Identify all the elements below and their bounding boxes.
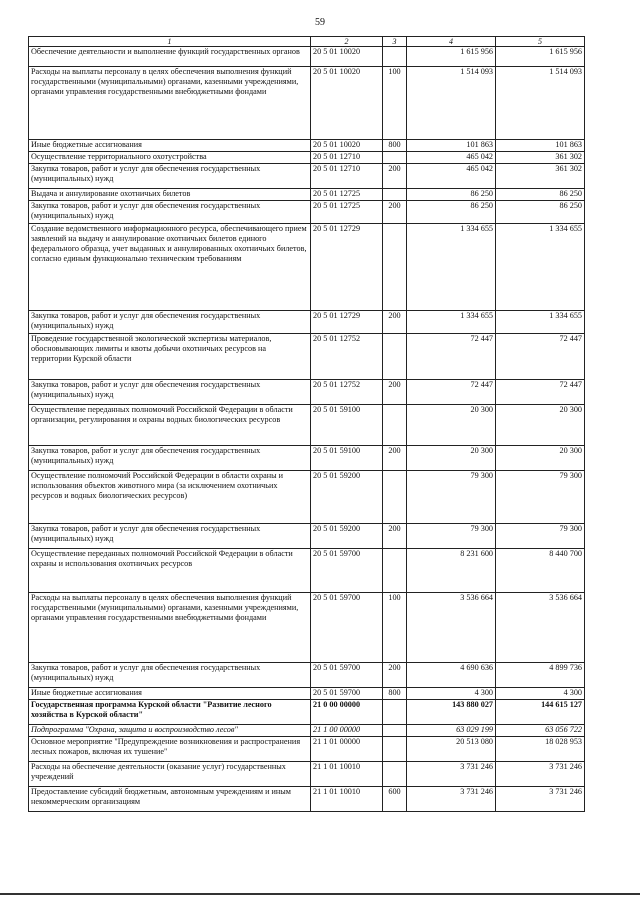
row-code-cell: 21 1 00 00000 <box>311 725 383 737</box>
row-expense-type-cell: 200 <box>383 663 407 688</box>
row-code-cell: 20 5 01 12725 <box>311 201 383 224</box>
table-body <box>29 47 585 812</box>
row-amount-1-cell: 63 029 199 <box>407 725 496 737</box>
row-amount-1-cell: 20 300 <box>407 446 496 471</box>
row-name-cell: Обеспечение деятельности и выполнение функций государственных органов <box>29 47 311 67</box>
row-code-cell: 20 5 01 12752 <box>311 380 383 405</box>
row-expense-type-cell <box>383 549 407 593</box>
table-row <box>29 47 585 67</box>
column-header-amount-2: 5 <box>496 37 585 47</box>
table-row <box>29 405 585 446</box>
row-expense-type-cell: 200 <box>383 524 407 549</box>
row-amount-1-cell: 465 042 <box>407 152 496 164</box>
row-name-cell: Расходы на выплаты персоналу в целях обеспечения выполнения функций государственными (муниципальными) органами, казенными учреждениями, органами управления государственными внебюджетными фондами <box>29 67 311 140</box>
row-name-cell: Закупка товаров, работ и услуг для обеспечения государственных (муниципальных) нужд <box>29 164 311 189</box>
row-name-cell: Закупка товаров, работ и услуг для обеспечения государственных (муниципальных) нужд <box>29 311 311 334</box>
row-name-cell: Осуществление переданных полномочий Российской Федерации в области организации, регулирования и охраны водных биологических ресурсов <box>29 405 311 446</box>
row-amount-1-cell: 1 514 093 <box>407 67 496 140</box>
row-code-cell: 20 5 01 10020 <box>311 67 383 140</box>
row-expense-type-cell: 100 <box>383 67 407 140</box>
row-code-cell: 20 5 01 12710 <box>311 152 383 164</box>
row-amount-1-cell: 3 731 246 <box>407 762 496 787</box>
table-row <box>29 471 585 524</box>
row-code-cell: 20 5 01 59700 <box>311 688 383 700</box>
row-amount-1-cell: 79 300 <box>407 471 496 524</box>
row-name-cell: Основное мероприятие "Предупреждение возникновения и распространения лесных пожаров, включая их тушение" <box>29 737 311 762</box>
table-row <box>29 787 585 812</box>
row-amount-2-cell: 361 302 <box>496 164 585 189</box>
row-amount-2-cell: 3 731 246 <box>496 762 585 787</box>
row-expense-type-cell: 200 <box>383 446 407 471</box>
table-row <box>29 224 585 311</box>
row-name-cell: Предоставление субсидий бюджетным, автономным учреждениям и иным некоммерческим организациям <box>29 787 311 812</box>
row-name-cell: Закупка товаров, работ и услуг для обеспечения государственных (муниципальных) нужд <box>29 663 311 688</box>
row-name-cell: Осуществление полномочий Российской Федерации в области охраны и использования объектов животного мира (за исключением охотничьих ресурсов и водных биологических ресурсов) <box>29 471 311 524</box>
row-amount-2-cell: 86 250 <box>496 201 585 224</box>
row-code-cell: 21 1 01 00000 <box>311 737 383 762</box>
row-amount-2-cell: 4 300 <box>496 688 585 700</box>
row-amount-2-cell: 79 300 <box>496 524 585 549</box>
column-header-name: 1 <box>29 37 311 47</box>
table-row <box>29 725 585 737</box>
row-name-cell: Осуществление территориального охотустройства <box>29 152 311 164</box>
row-expense-type-cell: 200 <box>383 201 407 224</box>
table-row <box>29 67 585 140</box>
row-expense-type-cell <box>383 152 407 164</box>
row-amount-1-cell: 465 042 <box>407 164 496 189</box>
row-amount-2-cell: 1 514 093 <box>496 67 585 140</box>
row-name-cell: Осуществление переданных полномочий Российской Федерации в области охраны и использования охотничьих ресурсов <box>29 549 311 593</box>
page-bottom-rule <box>0 893 640 895</box>
row-amount-2-cell: 79 300 <box>496 471 585 524</box>
row-amount-1-cell: 20 300 <box>407 405 496 446</box>
row-code-cell: 20 5 01 59100 <box>311 405 383 446</box>
row-name-cell: Закупка товаров, работ и услуг для обеспечения государственных (муниципальных) нужд <box>29 201 311 224</box>
row-amount-1-cell: 143 880 027 <box>407 700 496 725</box>
row-name-cell: Создание ведомственного информационного ресурса, обеспечивающего прием заявлений на выдачу и аннулирование охотничьих билетов единого федерального образца, учет выданных и аннулированных охотничьих билетов, согласно единым функционально техническим требованиям <box>29 224 311 311</box>
row-amount-2-cell: 20 300 <box>496 405 585 446</box>
row-amount-1-cell: 20 513 080 <box>407 737 496 762</box>
row-expense-type-cell <box>383 762 407 787</box>
row-amount-1-cell: 3 536 664 <box>407 593 496 663</box>
row-amount-1-cell: 4 690 636 <box>407 663 496 688</box>
row-amount-2-cell: 3 536 664 <box>496 593 585 663</box>
row-code-cell: 20 5 01 59100 <box>311 446 383 471</box>
table-row <box>29 688 585 700</box>
row-amount-2-cell: 72 447 <box>496 380 585 405</box>
table-row <box>29 737 585 762</box>
row-expense-type-cell <box>383 725 407 737</box>
table-header-row <box>29 37 585 47</box>
row-code-cell: 21 1 01 10010 <box>311 787 383 812</box>
row-code-cell: 20 5 01 12752 <box>311 334 383 380</box>
table-row <box>29 311 585 334</box>
table-row <box>29 700 585 725</box>
row-code-cell: 20 5 01 12725 <box>311 189 383 201</box>
row-amount-1-cell: 8 231 600 <box>407 549 496 593</box>
row-amount-1-cell: 3 731 246 <box>407 787 496 812</box>
row-amount-2-cell: 1 615 956 <box>496 47 585 67</box>
table-row <box>29 549 585 593</box>
page-number: 59 <box>315 17 325 28</box>
table-row <box>29 524 585 549</box>
row-expense-type-cell <box>383 334 407 380</box>
row-expense-type-cell <box>383 700 407 725</box>
row-amount-2-cell: 86 250 <box>496 189 585 201</box>
budget-table <box>28 36 585 812</box>
table-row <box>29 593 585 663</box>
row-code-cell: 20 5 01 12710 <box>311 164 383 189</box>
row-expense-type-cell: 800 <box>383 688 407 700</box>
row-amount-1-cell: 86 250 <box>407 201 496 224</box>
column-header-amount-1: 4 <box>407 37 496 47</box>
row-expense-type-cell: 200 <box>383 311 407 334</box>
row-amount-2-cell: 144 615 127 <box>496 700 585 725</box>
table-row <box>29 762 585 787</box>
row-amount-2-cell: 3 731 246 <box>496 787 585 812</box>
row-amount-1-cell: 1 615 956 <box>407 47 496 67</box>
row-name-cell: Проведение государственной экологической экспертизы материалов, обосновывающих лимиты и квоты добычи охотничьих ресурсов на территории Курской области <box>29 334 311 380</box>
row-expense-type-cell <box>383 189 407 201</box>
row-code-cell: 20 5 01 59700 <box>311 663 383 688</box>
table-row <box>29 334 585 380</box>
row-amount-2-cell: 361 302 <box>496 152 585 164</box>
row-code-cell: 21 1 01 10010 <box>311 762 383 787</box>
row-expense-type-cell <box>383 737 407 762</box>
row-code-cell: 21 0 00 00000 <box>311 700 383 725</box>
row-code-cell: 20 5 01 59700 <box>311 593 383 663</box>
row-amount-2-cell: 63 056 722 <box>496 725 585 737</box>
row-name-cell: Государственная программа Курской области "Развитие лесного хозяйства в Курской области" <box>29 700 311 725</box>
table-row <box>29 140 585 152</box>
row-amount-2-cell: 1 334 655 <box>496 224 585 311</box>
column-header-code: 2 <box>311 37 383 47</box>
row-amount-2-cell: 101 863 <box>496 140 585 152</box>
row-amount-1-cell: 72 447 <box>407 380 496 405</box>
row-code-cell: 20 5 01 10020 <box>311 140 383 152</box>
row-code-cell: 20 5 01 12729 <box>311 224 383 311</box>
row-name-cell: Иные бюджетные ассигнования <box>29 688 311 700</box>
row-expense-type-cell <box>383 47 407 67</box>
row-amount-2-cell: 8 440 700 <box>496 549 585 593</box>
row-expense-type-cell <box>383 471 407 524</box>
row-name-cell: Расходы на обеспечение деятельности (оказание услуг) государственных учреждений <box>29 762 311 787</box>
row-expense-type-cell <box>383 224 407 311</box>
row-amount-2-cell: 1 334 655 <box>496 311 585 334</box>
row-name-cell: Закупка товаров, работ и услуг для обеспечения государственных (муниципальных) нужд <box>29 524 311 549</box>
row-name-cell: Выдача и аннулирование охотничьих билетов <box>29 189 311 201</box>
row-amount-2-cell: 20 300 <box>496 446 585 471</box>
row-name-cell: Подпрограмма "Охрана, защита и воспроизводство лесов" <box>29 725 311 737</box>
row-amount-1-cell: 4 300 <box>407 688 496 700</box>
row-expense-type-cell <box>383 405 407 446</box>
row-expense-type-cell: 100 <box>383 593 407 663</box>
row-amount-2-cell: 18 028 953 <box>496 737 585 762</box>
row-code-cell: 20 5 01 59200 <box>311 471 383 524</box>
row-name-cell: Закупка товаров, работ и услуг для обеспечения государственных (муниципальных) нужд <box>29 446 311 471</box>
row-amount-2-cell: 4 899 736 <box>496 663 585 688</box>
row-code-cell: 20 5 01 12729 <box>311 311 383 334</box>
table-row <box>29 663 585 688</box>
row-amount-1-cell: 1 334 655 <box>407 224 496 311</box>
row-amount-1-cell: 86 250 <box>407 189 496 201</box>
row-expense-type-cell: 800 <box>383 140 407 152</box>
table-row <box>29 189 585 201</box>
row-expense-type-cell: 200 <box>383 380 407 405</box>
row-expense-type-cell: 200 <box>383 164 407 189</box>
row-code-cell: 20 5 01 10020 <box>311 47 383 67</box>
table-row <box>29 446 585 471</box>
table-row <box>29 380 585 405</box>
row-amount-1-cell: 1 334 655 <box>407 311 496 334</box>
table-row <box>29 201 585 224</box>
row-name-cell: Иные бюджетные ассигнования <box>29 140 311 152</box>
table-row <box>29 164 585 189</box>
row-code-cell: 20 5 01 59700 <box>311 549 383 593</box>
row-code-cell: 20 5 01 59200 <box>311 524 383 549</box>
row-name-cell: Закупка товаров, работ и услуг для обеспечения государственных (муниципальных) нужд <box>29 380 311 405</box>
column-header-expense-type: 3 <box>383 37 407 47</box>
row-amount-1-cell: 72 447 <box>407 334 496 380</box>
row-name-cell: Расходы на выплаты персоналу в целях обеспечения выполнения функций государственными (муниципальными) органами, казенными учреждениями, органами управления государственными внебюджетными фондами <box>29 593 311 663</box>
table-row <box>29 152 585 164</box>
row-amount-1-cell: 79 300 <box>407 524 496 549</box>
row-expense-type-cell: 600 <box>383 787 407 812</box>
row-amount-2-cell: 72 447 <box>496 334 585 380</box>
row-amount-1-cell: 101 863 <box>407 140 496 152</box>
